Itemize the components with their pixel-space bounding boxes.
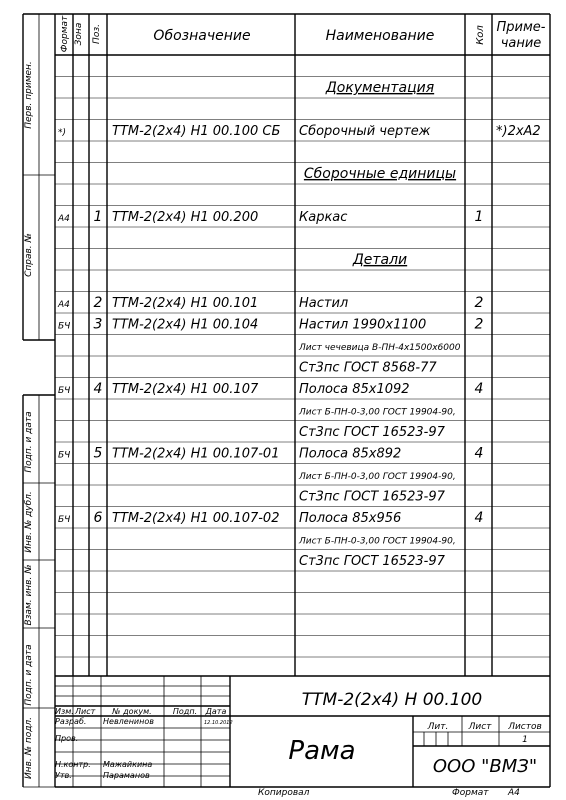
role-razrab: Разраб. [55, 717, 87, 726]
row-quantity: 4 [474, 380, 484, 397]
header-zone: Зона [74, 22, 84, 46]
header-name: Наименование [325, 28, 435, 44]
row-name: Полоса 85х1092 [299, 381, 410, 397]
lit-label: Лит. [427, 722, 449, 732]
col-date: Дата [205, 707, 227, 716]
side-label-inv-dubl: Инв. № дубл. [24, 491, 34, 553]
header-note-2: чание [500, 36, 542, 51]
section-heading: Документация [325, 79, 435, 96]
sheets-value: 1 [522, 735, 528, 745]
side-stamps [24, 61, 34, 779]
row-name: Лист Б-ПН-0-3,00 ГОСТ 19904-90, [299, 536, 456, 547]
row-name: Каркас [299, 209, 348, 225]
side-label-podp-data-2: Подп. и дата [24, 644, 34, 706]
header-qty: Кол [475, 25, 486, 45]
row-quantity: 2 [474, 316, 484, 333]
col-doc: № докум. [112, 707, 152, 716]
sheets-label: Листов [508, 722, 542, 732]
role-utv: Утв. [55, 771, 72, 780]
row-format: БЧ [58, 514, 71, 525]
grid-lines [23, 14, 550, 787]
footer [258, 788, 520, 798]
table-header [60, 15, 546, 52]
company-name: ООО "ВМЗ" [432, 756, 538, 777]
row-quantity: 1 [474, 208, 484, 225]
sheet-label: Лист [468, 722, 492, 732]
col-izm: Изм. [55, 707, 74, 716]
header-designation: Обозначение [153, 28, 251, 44]
row-format: БЧ [58, 321, 71, 332]
side-label-inv-podl: Инв. № подл. [24, 716, 34, 780]
row-designation: ТТМ-2(2х4) Н1 00.107-02 [112, 510, 280, 526]
row-designation: ТТМ-2(2х4) Н1 00.200 [112, 209, 259, 225]
row-name: Ст3пс ГОСТ 16523-97 [299, 489, 445, 505]
row-name: Лист Б-ПН-0-3,00 ГОСТ 19904-90, [299, 471, 456, 482]
row-position: 3 [93, 316, 103, 333]
section-heading: Детали [352, 251, 408, 268]
row-name: Ст3пс ГОСТ 16523-97 [299, 424, 445, 440]
spec-rows [57, 80, 541, 569]
row-name: Сборочный чертеж [299, 123, 431, 139]
role-nkontr: Н.контр. [55, 760, 91, 769]
copied-label: Копировал [258, 788, 310, 798]
row-name: Ст3пс ГОСТ 8568-77 [299, 360, 437, 376]
format-label: Формат [452, 788, 489, 798]
title-block [55, 690, 542, 780]
row-position: 4 [93, 380, 103, 397]
side-label-vzam-inv: Взам. инв. № [24, 564, 34, 626]
row-format: БЧ [58, 385, 71, 396]
row-name: Полоса 85х892 [299, 446, 402, 462]
row-designation: ТТМ-2(2х4) Н1 00.100 СБ [112, 123, 281, 139]
header-format: Формат [60, 15, 70, 53]
header-pos: Поз. [92, 24, 102, 44]
format-value: А4 [508, 788, 520, 798]
col-sign: Подп. [172, 707, 198, 716]
name-nkontr: Мажайкина [103, 760, 153, 769]
row-quantity: 4 [474, 509, 484, 526]
row-designation: ТТМ-2(2х4) Н1 00.101 [112, 295, 259, 311]
row-note: *)2хА2 [496, 123, 541, 139]
header-note-1: Приме- [496, 20, 546, 35]
side-label-perv-primen: Перв. примен. [24, 61, 34, 129]
row-format: *) [58, 127, 67, 138]
row-name: Полоса 85х956 [299, 510, 402, 526]
row-quantity: 4 [474, 445, 484, 462]
row-name: Настил 1990х1100 [299, 317, 427, 333]
side-label-podp-data-1: Подп. и дата [24, 411, 34, 473]
section-heading: Сборочные единицы [303, 165, 457, 182]
doc-name: Рама [288, 736, 356, 766]
row-format: БЧ [58, 450, 71, 461]
name-razrab: Невленинов [103, 717, 154, 726]
row-designation: ТТМ-2(2х4) Н1 00.107 [112, 381, 259, 397]
side-label-sprav-no: Справ. № [24, 233, 34, 277]
row-name: Ст3пс ГОСТ 16523-97 [299, 553, 445, 569]
row-position: 2 [93, 294, 103, 311]
name-utv: Параманов [103, 771, 150, 780]
row-format: А4 [58, 299, 70, 310]
col-list: Лист [75, 707, 96, 716]
row-position: 6 [93, 509, 103, 526]
date-razrab: 12.10.2012 [204, 720, 233, 726]
row-designation: ТТМ-2(2х4) Н1 00.104 [112, 317, 259, 333]
row-name: Лист чечевица В-ПН-4х1500х6000 [299, 342, 461, 353]
row-position: 5 [93, 445, 103, 462]
row-position: 1 [93, 208, 103, 225]
row-name: Настил [299, 295, 349, 311]
row-designation: ТТМ-2(2х4) Н1 00.107-01 [112, 446, 280, 462]
row-format: А4 [58, 213, 70, 224]
doc-code: ТТМ-2(2х4) Н 00.100 [301, 690, 483, 710]
role-prov: Пров. [55, 734, 79, 743]
row-name: Лист Б-ПН-0-3,00 ГОСТ 19904-90, [299, 407, 456, 418]
row-quantity: 2 [474, 294, 484, 311]
